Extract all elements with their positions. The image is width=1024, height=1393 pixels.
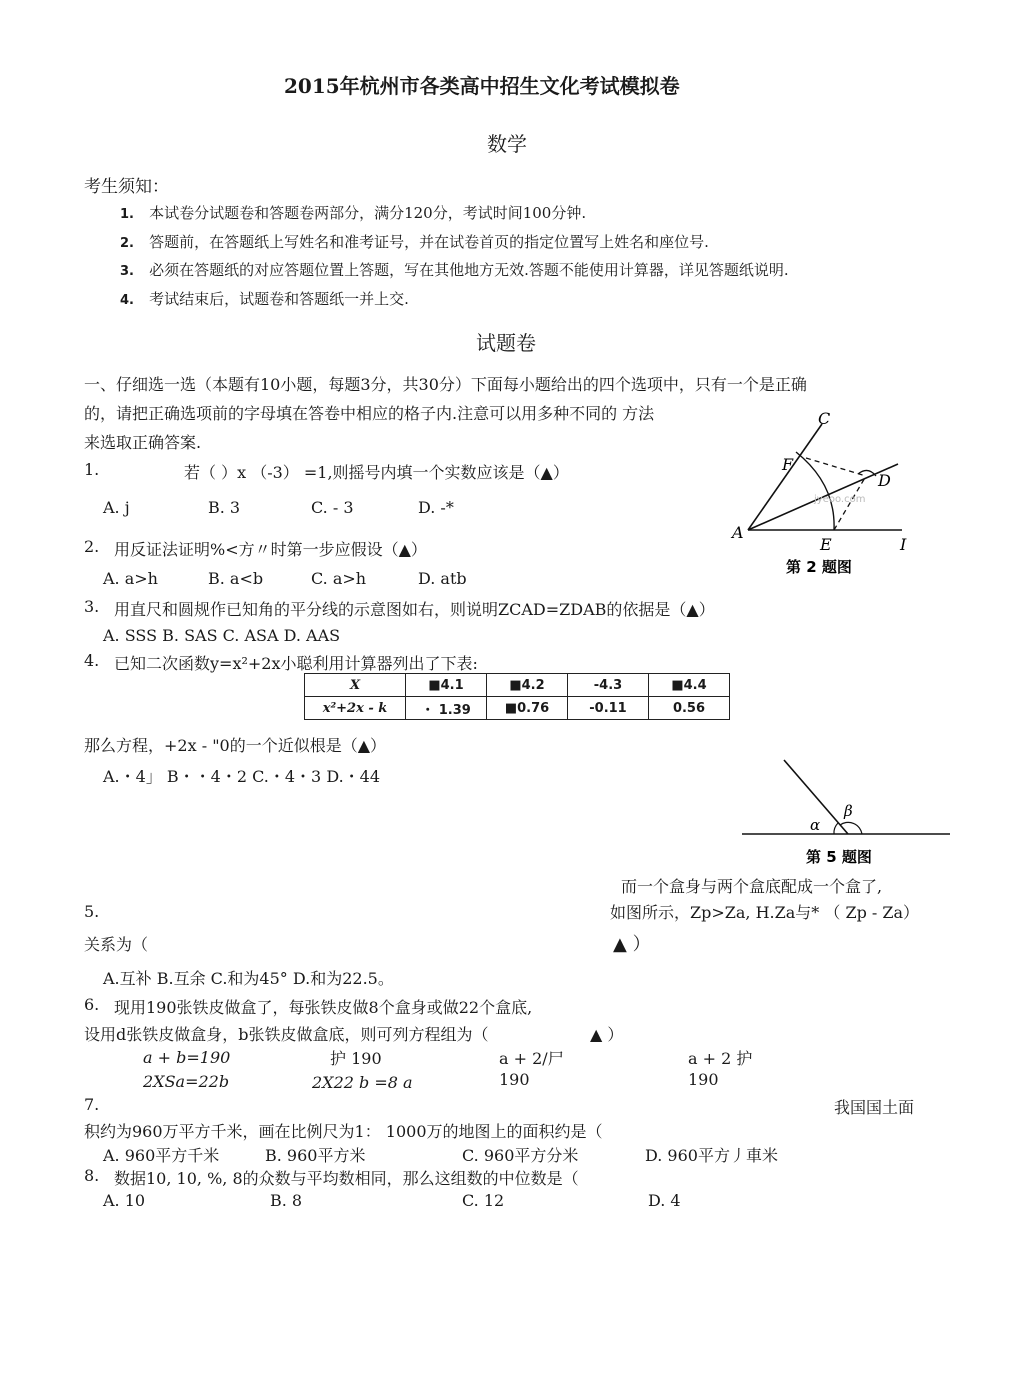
table-row (305, 697, 730, 720)
label-alpha: α (810, 816, 821, 834)
question-7-option: A. 960平方千米 (103, 1146, 220, 1165)
question-3-text: 用直尺和圆规作已知角的平分线的示意图如右，则说明ZCAD=ZDAB的依据是（▲） (114, 600, 715, 619)
table-cell: ・ 1.39 (406, 697, 487, 720)
notice-item-number: 2. (120, 236, 134, 251)
table-row (305, 674, 730, 697)
figure-2-caption: 第 2 题图 (786, 558, 852, 576)
notice-item-text: 答题前，在答题纸上写姓名和准考证号，并在试卷首页的指定位置写上姓名和座位号. (149, 233, 709, 251)
equation-c-top: a + 2/尸 (499, 1049, 564, 1068)
label-b: I (900, 535, 907, 554)
question-3-options: A. SSS B. SAS C. ASA D. AAS (103, 626, 341, 645)
table-cell: -4.3 (568, 674, 649, 697)
question-7-line-2: 积约为960万平方千米，画在比例尺为1： 1000万的地图上的面积约是（ (84, 1122, 603, 1141)
arc-alpha (834, 823, 838, 834)
label-a: A (732, 523, 744, 542)
notice-item (120, 231, 709, 252)
table-header-cell: X (305, 674, 406, 697)
question-8-option: B. 8 (270, 1191, 303, 1210)
question-4-text: 已知二次函数y=x²+2x小聪利用计算器列出了下表: (114, 654, 478, 673)
label-d: D (878, 471, 891, 490)
equation-d-bottom: 190 (688, 1070, 719, 1089)
question-5-right-line-1: 而一个盒身与两个盒底配成一个盒了, (621, 877, 883, 896)
label-e: E (820, 535, 832, 554)
question-1-text: 若（ ）x （-3） =1,则摇号内填一个实数应该是（▲） (184, 463, 569, 482)
question-2-option: C. a>h (311, 569, 367, 588)
question-2-number: 2. (84, 537, 100, 556)
notice-item-text: 必须在答题纸的对应答题位置上答题，写在其他地方无效.答题不能使用计算器，详见答题纸说明. (149, 261, 789, 279)
label-beta: β (844, 802, 853, 820)
question-2-option: A. a>h (103, 569, 158, 588)
equation-b-bottom: 2X22 b =8 a (312, 1073, 413, 1092)
notice-item (120, 259, 789, 280)
table-cell: ■4.1 (406, 674, 487, 697)
table-cell: 0.56 (649, 697, 730, 720)
question-2-option: B. a<b (208, 569, 264, 588)
question-8-option: C. 12 (462, 1191, 505, 1210)
question-1-option: B. 3 (208, 498, 241, 517)
question-8-text: 数据10, 10, %, 8的众数与平均数相同，那么这组数的中位数是（ (114, 1169, 579, 1188)
question-6-line-2: 设用d张铁皮做盒身，b张铁皮做盒底，则可列方程组为（ (84, 1025, 489, 1044)
question-8-number: 8. (84, 1166, 100, 1185)
equation-d-top: a + 2 护 (688, 1049, 753, 1068)
figure-2-angle-bisector (726, 404, 912, 580)
question-4-number: 4. (84, 651, 100, 670)
question-4-follow: 那么方程，+2x - "0的一个近似根是（▲） (84, 736, 387, 755)
question-5-number: 5. (84, 902, 100, 921)
question-7-option: B. 960平方米 (265, 1146, 366, 1165)
equation-b-top: 护 190 (330, 1049, 382, 1068)
label-f: F (782, 455, 794, 474)
value-table (304, 673, 730, 720)
section-intro-line: 一、仔细选一选（本题有10小题，每题3分，共30分）下面每小题给出的四个选项中，只有一个是正确 (84, 375, 807, 394)
question-5-left-line: 关系为（ (84, 935, 149, 954)
question-5-right-line-2: 如图所示，Zp>Za, H.Za与* （ Zp - Za） (610, 903, 920, 922)
exam-title: 2015年杭州市各类高中招生文化考试模拟卷 (284, 74, 680, 98)
equation-a-bottom: 2XSa=22b (143, 1072, 230, 1091)
table-cell: ■4.4 (649, 674, 730, 697)
question-2-text: 用反证法证明%<方〃时第一步应假设（▲） (114, 540, 427, 559)
question-8-option: A. 10 (103, 1191, 146, 1210)
question-7-option: C. 960平方分米 (462, 1146, 579, 1165)
notice-item-text: 考试结束后，试题卷和答题纸一并上交. (149, 290, 409, 308)
question-5-options: A.互补 B.互余 C.和为45° D.和为22.5。 (103, 969, 394, 988)
notice-item (120, 288, 409, 309)
figure-5-caption: 第 5 题图 (806, 848, 872, 866)
notice-heading: 考生须知： (84, 177, 169, 197)
notice-item-number: 4. (120, 293, 134, 308)
notice-item-number: 1. (120, 207, 134, 222)
question-7-number: 7. (84, 1095, 100, 1114)
question-6-line-2-tail: ▲ ） (590, 1025, 624, 1044)
equation-c-bottom: 190 (499, 1070, 530, 1089)
question-7-right-text: 我国国土面 (834, 1098, 915, 1117)
question-1-option: C. - 3 (311, 498, 354, 517)
question-1-number: 1. (84, 460, 100, 479)
figure-5-angles (740, 758, 952, 868)
question-5-right-line-3: ▲ ） (613, 934, 651, 955)
table-cell: ■4.2 (487, 674, 568, 697)
question-3-number: 3. (84, 597, 100, 616)
question-7-option: D. 960平方丿車米 (645, 1146, 778, 1165)
table-cell: -0.11 (568, 697, 649, 720)
question-1-option: A. j (103, 498, 130, 517)
table-cell: ■0.76 (487, 697, 568, 720)
subject-title: 数学 (487, 132, 527, 156)
question-2-option: D. atb (418, 569, 467, 588)
compass-arc (796, 452, 834, 530)
equation-a-top: a + b=190 (143, 1048, 231, 1067)
question-1-option: D. -* (418, 498, 454, 517)
section-intro-line: 的，请把正确选项前的字母填在答卷中相应的格子内.注意可以用多种不同的 方法 (84, 404, 655, 423)
question-4-options: A.・4」 B・・4・2 C.・4・3 D.・44 (103, 767, 381, 786)
table-header-cell: x²+2x - k (305, 697, 406, 720)
question-8-option: D. 4 (648, 1191, 681, 1210)
section-intro-line: 来选取正确答案. (84, 433, 202, 452)
watermark-text: jyeoo.com (814, 494, 866, 505)
question-6-number: 6. (84, 995, 100, 1014)
question-6-text: 现用190张铁皮做盒了，每张铁皮做8个盒身或做22个盒底, (114, 998, 533, 1017)
dashed-fd (806, 458, 866, 476)
label-c: C (818, 409, 831, 428)
notice-item (120, 202, 586, 223)
notice-item-text: 本试卷分试题卷和答题卷两部分，满分120分，考试时间100分钟. (149, 204, 587, 222)
notice-item-number: 3. (120, 264, 134, 279)
section-heading: 试题卷 (476, 331, 536, 355)
